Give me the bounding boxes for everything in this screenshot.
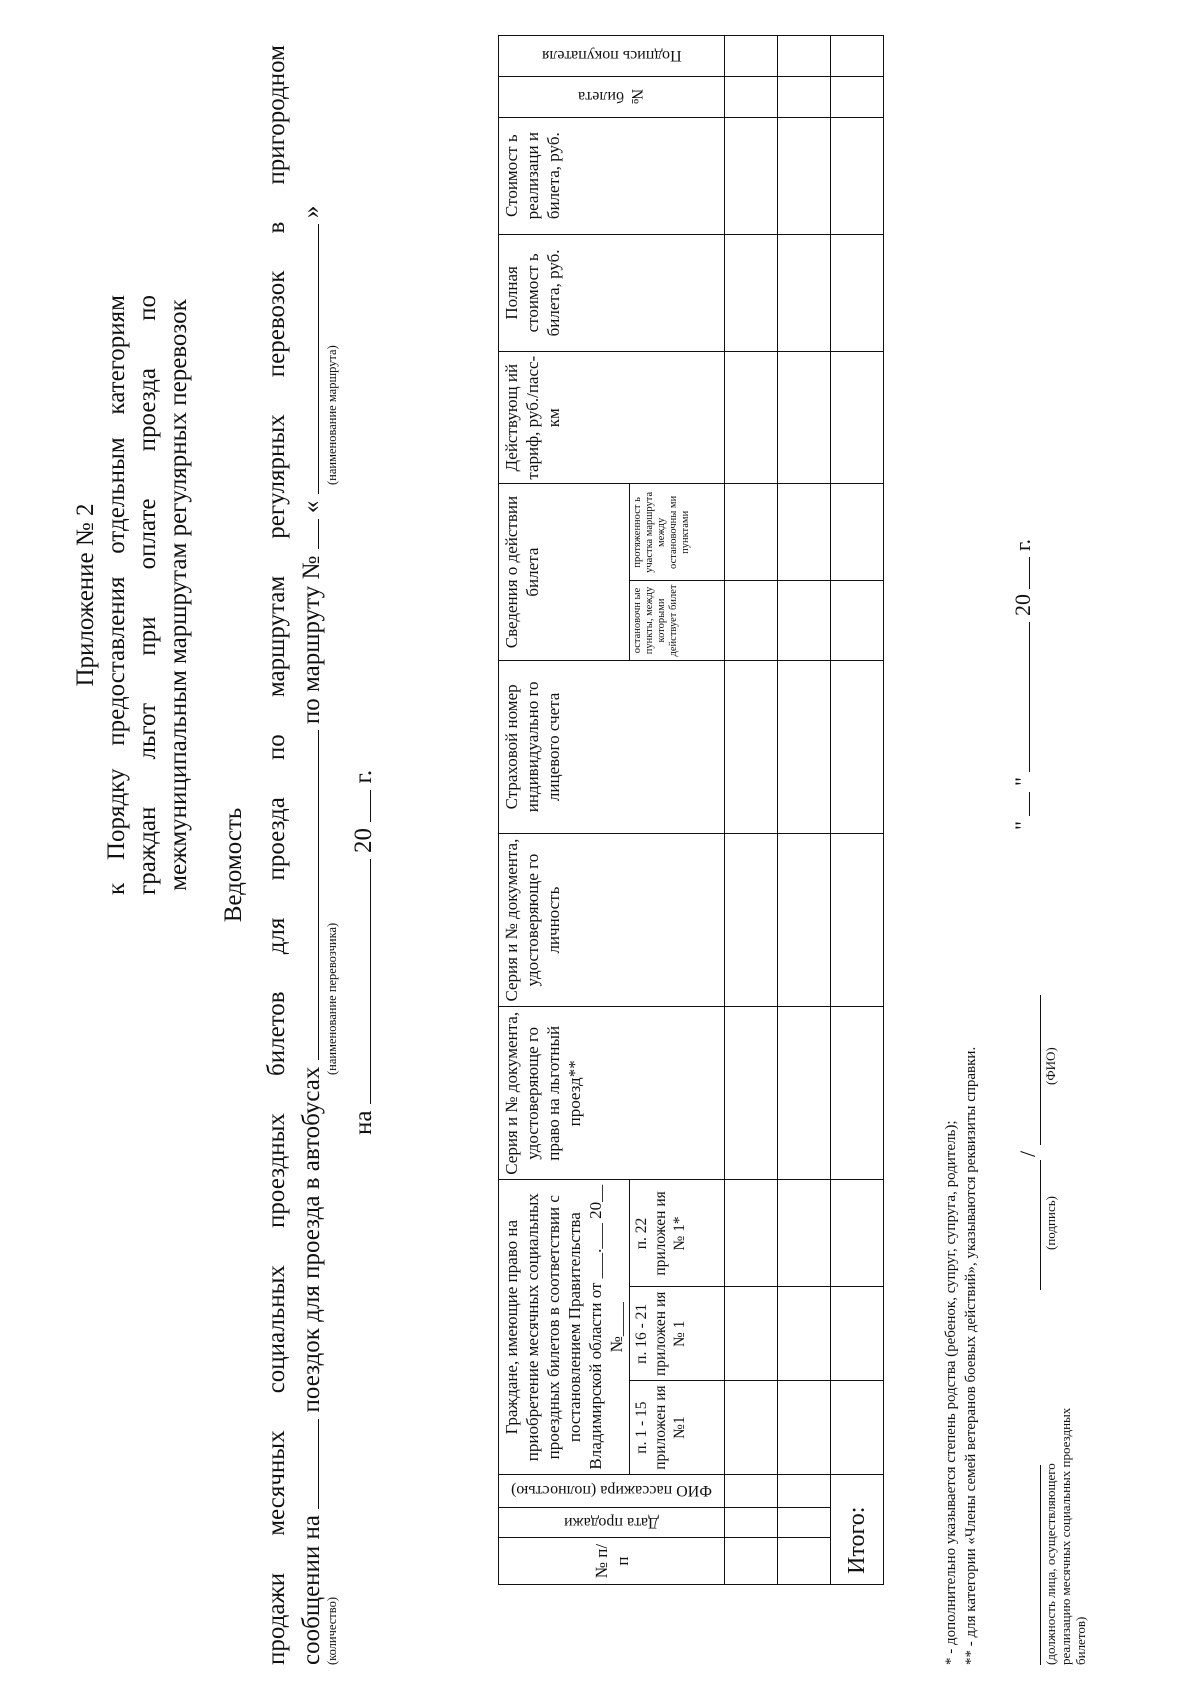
table-row	[725, 36, 778, 1585]
document-sheet	[40, 40, 1160, 1690]
intro-year-text: 20	[350, 828, 377, 854]
col-ticket-no-header: № билета	[499, 76, 725, 117]
signature-slash: /	[1015, 1150, 1040, 1157]
date-month-blank[interactable]	[1011, 622, 1030, 772]
label-route: (наименование маршрута)	[325, 345, 339, 485]
col-snils-header: Страховой номер индивидуально го лицевого счета	[499, 660, 725, 833]
col-doc-id-header: Серия и № документа, удостоверяюще го личность	[499, 833, 725, 1006]
sales-table	[498, 35, 884, 1585]
intro-g-text: г.	[350, 769, 377, 784]
intro-trips-text: поездок для проезда в автобусах	[298, 1066, 325, 1413]
intro-line-3	[348, 770, 379, 1135]
total-row	[831, 36, 884, 1585]
document-title: Ведомость	[220, 807, 247, 923]
route-number-blank[interactable]	[296, 519, 319, 549]
date-year-blank[interactable]	[1011, 557, 1030, 589]
col-citizens-header: Граждане, имеющие право на приобретение месячных социальных проездных билетов в соответствии с постановлением Правительства Владимирской области от ___.___ 20__ №____	[499, 1180, 630, 1475]
col-tariff-header: Действующ ий тариф, руб./пасс-км	[499, 351, 725, 483]
quantity-blank[interactable]	[296, 1419, 319, 1509]
intro-line-1: продажи месячных социальных проездных билетов для проезда по маршрутам регулярных перевозок в пригородном	[263, 45, 290, 1665]
position-label: (должность лица, осуществляющего реализацию месячных социальных проездных билетов)	[1043, 1407, 1088, 1665]
appendix-line-2: граждан льгот при оплате проезда по	[134, 295, 161, 895]
sub-header-stops: остановочн ые пункты, между которыми действует билет	[630, 581, 725, 660]
date-day-blank[interactable]	[1011, 792, 1030, 816]
signature-date: " " 20 г.	[1010, 538, 1035, 830]
route-name-blank[interactable]	[296, 224, 319, 494]
col-ticket-info-header: Сведения о действии билета	[499, 484, 630, 660]
footnote-2: ** - для категории «Члены семей ветеранов боевых действий», указываются реквизиты справки.	[963, 1046, 979, 1665]
table-row	[778, 36, 831, 1585]
appendix-line-3: межмуниципальным маршрутам регулярных перевозок	[165, 299, 192, 891]
sub-header-22: п. 22 приложен ия № 1*	[630, 1180, 725, 1287]
fio-label: (ФИО)	[1043, 1047, 1058, 1085]
col-fio-header: ФИО пассажира (полностью)	[499, 1474, 725, 1507]
carrier-blank[interactable]	[296, 730, 319, 1060]
col-sale-cost-header: Стоимост ь реализаци и билета, руб.	[499, 117, 725, 234]
col-signature-header: Подпись покупателя	[499, 36, 725, 77]
footnote-1: * - дополнительно указывается степень родства (ребенок, супруг, супруга, родитель);	[943, 1120, 959, 1665]
appendix-line-1: к Порядку предоставления отдельным категориям	[103, 295, 130, 895]
intro-na-text: на	[350, 1110, 377, 1135]
position-line[interactable]	[1040, 1465, 1041, 1665]
signature-label: (подпись)	[1043, 1196, 1058, 1250]
col-full-cost-header: Полная стоимост ь билета, руб.	[499, 234, 725, 351]
quote-close: »	[298, 205, 325, 219]
col-doc-right-header: Серия и № документа, удостоверяюще го право на льготный проезд**	[499, 1007, 725, 1180]
col-number-header: № п/ п	[499, 1538, 725, 1585]
year-blank[interactable]	[348, 790, 371, 822]
col-date-header: Дата продажи	[499, 1507, 725, 1538]
label-carrier: (наименование перевозчика)	[325, 922, 339, 1075]
month-blank[interactable]	[348, 859, 371, 1104]
quote-open: «	[298, 500, 325, 514]
appendix-title: Приложение № 2	[72, 503, 99, 687]
signature-line[interactable]	[1040, 1160, 1041, 1290]
sub-header-1-15: п. 1 - 15 приложен ия №1	[630, 1381, 725, 1475]
intro-on-text: сообщении на	[298, 1514, 325, 1665]
label-quantity: (количество)	[325, 1597, 339, 1665]
intro-route-text: по маршруту №	[298, 555, 325, 725]
intro-line-2	[296, 206, 327, 1665]
appendix-header	[70, 295, 194, 895]
total-label: Итого:	[831, 1474, 884, 1584]
sub-header-16-21: п. 16 - 21 приложен ия № 1	[630, 1287, 725, 1381]
fio-line[interactable]	[1040, 995, 1041, 1145]
sub-header-length: протяженност ь участка маршрута между остановочны ми пунктами	[630, 484, 725, 581]
